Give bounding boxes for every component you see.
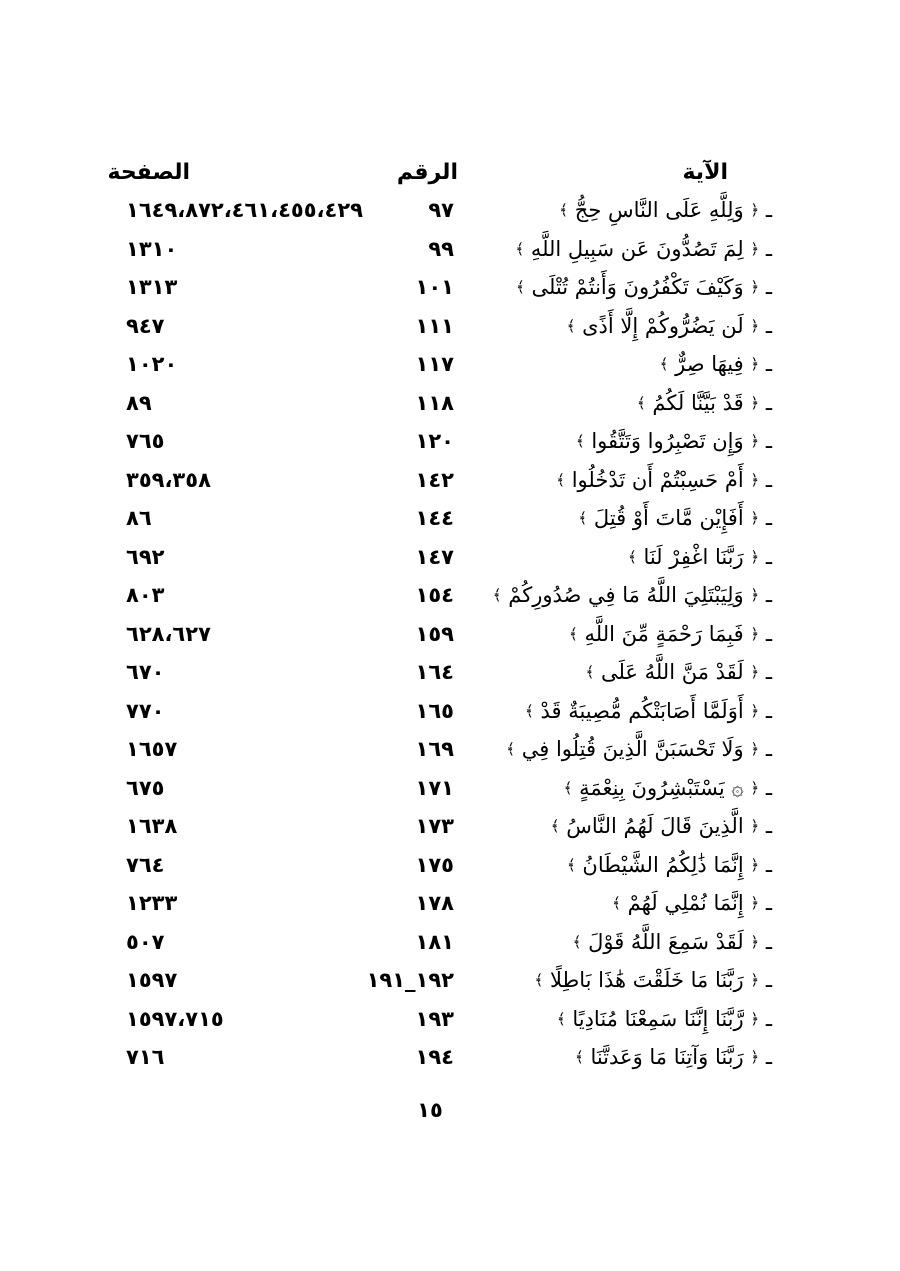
ornate-bracket-open-icon: ﴿ xyxy=(750,432,760,450)
verse-text xyxy=(564,776,772,800)
verse-number: ١٧٣ xyxy=(415,814,454,838)
ornate-bracket-close-icon: ﴾ xyxy=(559,201,569,219)
page-references: ٣٥٩،٣٥٨ xyxy=(126,467,211,492)
ornate-bracket-close-icon: ﴾ xyxy=(556,1009,566,1028)
verse-words: وَإِن تَصْبِرُوا وَتَتَّقُوا xyxy=(591,429,744,453)
verse-number: ٩٩ xyxy=(428,236,454,261)
page-references: ١٥٩٧ xyxy=(126,968,178,992)
ornate-bracket-close-icon: ﴾ xyxy=(659,355,669,373)
table-row xyxy=(0,545,900,584)
verse-number: ١٥٤ xyxy=(415,583,454,607)
verse-number: ١٦٤ xyxy=(415,660,454,684)
verse-text xyxy=(516,275,772,299)
table-row xyxy=(0,891,900,930)
row-dash: ـ xyxy=(765,583,772,607)
ornate-bracket-close-icon: ﴾ xyxy=(515,278,525,296)
ornate-bracket-close-icon: ﴾ xyxy=(566,855,576,874)
ornate-bracket-open-icon: ﴿ xyxy=(750,586,760,604)
table-row xyxy=(0,1045,900,1084)
verse-words: رَبَّنَا اغْفِرْ لَنَا xyxy=(643,544,744,569)
verse-words: رَبَّنَا مَا خَلَقْتَ هَٰذَا بَاطِلًا xyxy=(550,968,744,992)
verse-number: ١٧٨ xyxy=(415,891,454,915)
row-dash: ـ xyxy=(765,968,772,992)
ornate-bracket-open-icon: ﴿ xyxy=(750,855,760,874)
ornate-bracket-close-icon: ﴾ xyxy=(627,547,637,566)
ornate-bracket-open-icon: ﴿ xyxy=(750,740,760,758)
verse-number: ١٦٩ xyxy=(415,737,454,761)
ornate-bracket-close-icon: ﴾ xyxy=(506,740,516,758)
ornate-bracket-open-icon: ﴿ xyxy=(750,393,760,412)
ornate-bracket-open-icon: ﴿ xyxy=(750,547,760,566)
verse-text xyxy=(578,506,772,530)
table-row xyxy=(0,968,900,1007)
row-dash: ـ xyxy=(765,660,772,684)
row-dash: ـ xyxy=(765,313,772,338)
verse-number: ١٦٥ xyxy=(415,698,454,723)
table-row xyxy=(0,699,900,738)
ornate-bracket-open-icon: ﴿ xyxy=(750,316,760,335)
verse-number: ١٩٢_١٩١ xyxy=(366,968,454,992)
verse-words: الَّذِينَ قَالَ لَهُمُ النَّاسُ xyxy=(566,814,744,838)
verse-words: فِيهَا صِرٌّ xyxy=(675,352,744,376)
page-references: ٦٧٥ xyxy=(126,775,165,800)
table-row xyxy=(0,314,900,353)
table-row xyxy=(0,814,900,853)
ornate-bracket-open-icon: ﴿ xyxy=(750,971,760,989)
ornate-bracket-open-icon: ﴿ xyxy=(750,624,760,643)
ornate-bracket-open-icon: ﴿ xyxy=(750,701,760,720)
page-references: ٨٠٣ xyxy=(126,583,165,607)
ornate-bracket-close-icon: ﴾ xyxy=(578,509,588,527)
ornate-bracket-open-icon: ﴿ xyxy=(750,894,760,912)
ornate-bracket-open-icon: ﴿ xyxy=(750,1009,760,1028)
ornate-bracket-close-icon: ﴾ xyxy=(550,817,560,835)
page-references: ٥٠٧ xyxy=(126,929,165,954)
verse-number: ١٧٥ xyxy=(415,852,454,877)
ornate-bracket-close-icon: ﴾ xyxy=(492,586,502,604)
row-dash: ـ xyxy=(765,891,772,915)
ornate-bracket-open-icon: ﴿ xyxy=(750,778,760,797)
verse-number: ١٤٧ xyxy=(415,544,454,569)
row-dash: ـ xyxy=(765,352,772,376)
page-references: ٦٧٠ xyxy=(126,660,165,684)
verse-words: رَّبَّنَا إِنَّنَا سَمِعْنَا مُنَادِيًا xyxy=(572,1006,744,1031)
page-references: ٦٩٢ xyxy=(126,544,165,569)
row-dash: ـ xyxy=(765,429,772,453)
ornate-bracket-close-icon: ﴾ xyxy=(515,239,525,258)
table-row xyxy=(0,737,900,776)
table-row xyxy=(0,930,900,969)
verse-words: أَمْ حَسِبْتُمْ أَن تَدْخُلُوا xyxy=(571,467,744,492)
verse-number: ١٢٠ xyxy=(415,429,454,453)
page-column-heading: الصفحة xyxy=(107,160,190,185)
ornate-bracket-close-icon: ﴾ xyxy=(524,701,534,720)
row-dash: ـ xyxy=(765,1045,772,1069)
verse-number: ١٤٤ xyxy=(415,506,454,530)
ornate-bracket-close-icon: ﴾ xyxy=(556,470,566,489)
verse-number: ١٧١ xyxy=(415,775,454,800)
verse-text xyxy=(612,891,772,915)
row-dash: ـ xyxy=(765,814,772,838)
verse-text xyxy=(585,660,772,684)
row-dash: ـ xyxy=(765,1006,772,1031)
verse-text xyxy=(557,1007,772,1031)
verse-text xyxy=(637,391,772,415)
ornate-bracket-open-icon: ﴿ xyxy=(750,239,760,258)
table-row xyxy=(0,429,900,468)
verse-words: لَن يَضُرُّوكُمْ إِلَّا أَذًى xyxy=(582,313,744,338)
verse-text xyxy=(573,930,772,954)
verse-words: وَلِيَبْتَلِيَ اللَّهُ مَا فِي صُدُورِكُمْ xyxy=(508,583,744,607)
verse-words: ۞ يَسْتَبْشِرُونَ بِنِعْمَةٍ xyxy=(579,775,744,800)
page-references: ٩٤٧ xyxy=(126,313,165,338)
table-row xyxy=(0,853,900,892)
verse-number: ١٩٣ xyxy=(415,1006,454,1031)
table-row xyxy=(0,1007,900,1046)
ornate-bracket-close-icon: ﴾ xyxy=(569,624,578,643)
verse-words: وَكَيْفَ تَكْفُرُونَ وَأَنتُمْ تُتْلَى xyxy=(531,275,744,299)
verse-text xyxy=(525,699,772,723)
row-dash: ـ xyxy=(765,275,772,299)
ornate-bracket-close-icon: ﴾ xyxy=(575,432,585,450)
row-dash: ـ xyxy=(765,236,772,261)
verse-words: لِمَ تَصُدُّونَ عَن سَبِيلِ اللَّهِ xyxy=(530,236,744,261)
verse-words: لَقَدْ سَمِعَ اللَّهُ قَوْلَ xyxy=(588,929,744,954)
ornate-bracket-open-icon: ﴿ xyxy=(750,470,760,489)
row-dash: ـ xyxy=(765,544,772,569)
verse-text xyxy=(628,545,772,569)
page-references: ١٣١٣ xyxy=(126,275,178,299)
page-number: ١٥ xyxy=(417,1098,443,1122)
row-dash: ـ xyxy=(765,467,772,492)
ornate-bracket-open-icon: ﴿ xyxy=(750,1048,760,1066)
ornate-bracket-open-icon: ﴿ xyxy=(750,355,760,373)
row-dash: ـ xyxy=(765,506,772,530)
ornate-bracket-close-icon: ﴾ xyxy=(566,316,576,335)
ornate-bracket-open-icon: ﴿ xyxy=(750,663,760,681)
verse-number: ١٩٤ xyxy=(415,1045,454,1069)
row-dash: ـ xyxy=(765,852,772,877)
verse-text xyxy=(576,429,772,453)
verse-text xyxy=(575,1045,772,1069)
ornate-bracket-open-icon: ﴿ xyxy=(750,201,760,219)
row-dash: ـ xyxy=(765,775,772,800)
table-row xyxy=(0,506,900,545)
table-row xyxy=(0,660,900,699)
row-dash: ـ xyxy=(765,698,772,723)
verse-text xyxy=(535,968,772,992)
table-row xyxy=(0,198,900,237)
verse-text xyxy=(569,622,772,646)
ornate-bracket-close-icon: ﴾ xyxy=(636,393,646,412)
row-dash: ـ xyxy=(765,390,772,415)
verse-number: ١١٧ xyxy=(415,352,454,376)
verse-words: لَقَدْ مَنَّ اللَّهُ عَلَى xyxy=(600,660,744,684)
ornate-bracket-open-icon: ﴿ xyxy=(750,817,760,835)
page-references: ١٥٩٧،٧١٥ xyxy=(126,1006,224,1031)
page-references: ١٢٣٣ xyxy=(126,891,178,915)
table-row xyxy=(0,468,900,507)
verse-column-heading: الآية xyxy=(682,160,728,185)
verse-number: ١٨١ xyxy=(415,929,454,954)
ornate-bracket-open-icon: ﴿ xyxy=(750,278,760,296)
verse-words: أَوَلَمَّا أَصَابَتْكُم مُّصِيبَةٌ قَدْ xyxy=(540,698,744,723)
ornate-bracket-close-icon: ﴾ xyxy=(612,894,621,912)
verse-number: ١٤٢ xyxy=(415,467,454,492)
table-row xyxy=(0,352,900,391)
verse-text xyxy=(493,583,772,607)
ornate-bracket-close-icon: ﴾ xyxy=(572,932,582,951)
page-references: ٧١٦ xyxy=(126,1045,165,1069)
verse-number: ١٠١ xyxy=(415,275,454,299)
row-dash: ـ xyxy=(765,737,772,761)
verse-number: ١٥٩ xyxy=(415,621,454,646)
table-row xyxy=(0,275,900,314)
page-references: ١٦٤٩،٨٧٢،٤٦١،٤٥٥،٤٢٩ xyxy=(126,198,363,222)
table-row xyxy=(0,622,900,661)
verse-text xyxy=(551,814,772,838)
ornate-bracket-close-icon: ﴾ xyxy=(563,778,573,797)
page-references: ٧٦٥ xyxy=(126,429,165,453)
table-row xyxy=(0,776,900,815)
page-references: ٨٩ xyxy=(126,390,152,415)
row-dash: ـ xyxy=(765,621,772,646)
row-dash: ـ xyxy=(765,198,772,222)
table-row xyxy=(0,391,900,430)
verse-words: رَبَّنَا وَآتِنَا مَا وَعَدتَّنَا xyxy=(590,1045,744,1069)
ornate-bracket-close-icon: ﴾ xyxy=(574,1048,584,1066)
verse-words: فَبِمَا رَحْمَةٍ مِّنَ اللَّهِ xyxy=(584,621,744,646)
verse-text xyxy=(567,853,772,877)
page-references: ١٣١٠ xyxy=(126,236,178,261)
verse-text xyxy=(515,237,772,261)
verse-text xyxy=(556,468,772,492)
table-row xyxy=(0,237,900,276)
verse-number: ٩٧ xyxy=(428,198,454,222)
verse-words: وَلِلَّهِ عَلَى النَّاسِ حِجُّ xyxy=(574,198,744,222)
verse-text xyxy=(660,352,772,376)
verse-index-table xyxy=(0,198,900,1084)
ornate-bracket-open-icon: ﴿ xyxy=(750,509,760,527)
row-dash: ـ xyxy=(765,929,772,954)
verse-words: أَفَإِيْن مَّاتَ أَوْ قُتِلَ xyxy=(593,506,744,530)
page-references: ٧٦٤ xyxy=(126,852,165,877)
verse-words: إِنَّمَا نُمْلِي لَهُمْ xyxy=(627,891,744,915)
number-column-heading: الرقم xyxy=(396,160,458,185)
page-references: ٨٦ xyxy=(126,506,152,530)
verse-text xyxy=(567,314,772,338)
page-references: ١٦٣٨ xyxy=(126,814,178,838)
page-references: ١٦٥٧ xyxy=(126,737,178,761)
ornate-bracket-open-icon: ﴿ xyxy=(750,932,760,951)
verse-words: قَدْ بَيَّنَّا لَكُمُ xyxy=(652,390,744,415)
verse-words: إِنَّمَا ذَٰلِكُمُ الشَّيْطَانُ xyxy=(582,852,744,877)
table-row xyxy=(0,583,900,622)
verse-number: ١١١ xyxy=(415,313,454,338)
table-header xyxy=(0,160,900,194)
verse-text xyxy=(559,198,772,222)
verse-words: وَلَا تَحْسَبَنَّ الَّذِينَ قُتِلُوا فِي xyxy=(521,737,744,761)
page-references: ٦٢٨،٦٢٧ xyxy=(126,621,211,646)
verse-number: ١١٨ xyxy=(415,390,454,415)
ornate-bracket-close-icon: ﴾ xyxy=(585,663,595,681)
verse-text xyxy=(506,737,772,761)
page-references: ٧٧٠ xyxy=(126,698,165,723)
page-references: ١٠٢٠ xyxy=(126,352,178,376)
page-footer xyxy=(0,1098,900,1122)
ornate-bracket-close-icon: ﴾ xyxy=(534,971,544,989)
